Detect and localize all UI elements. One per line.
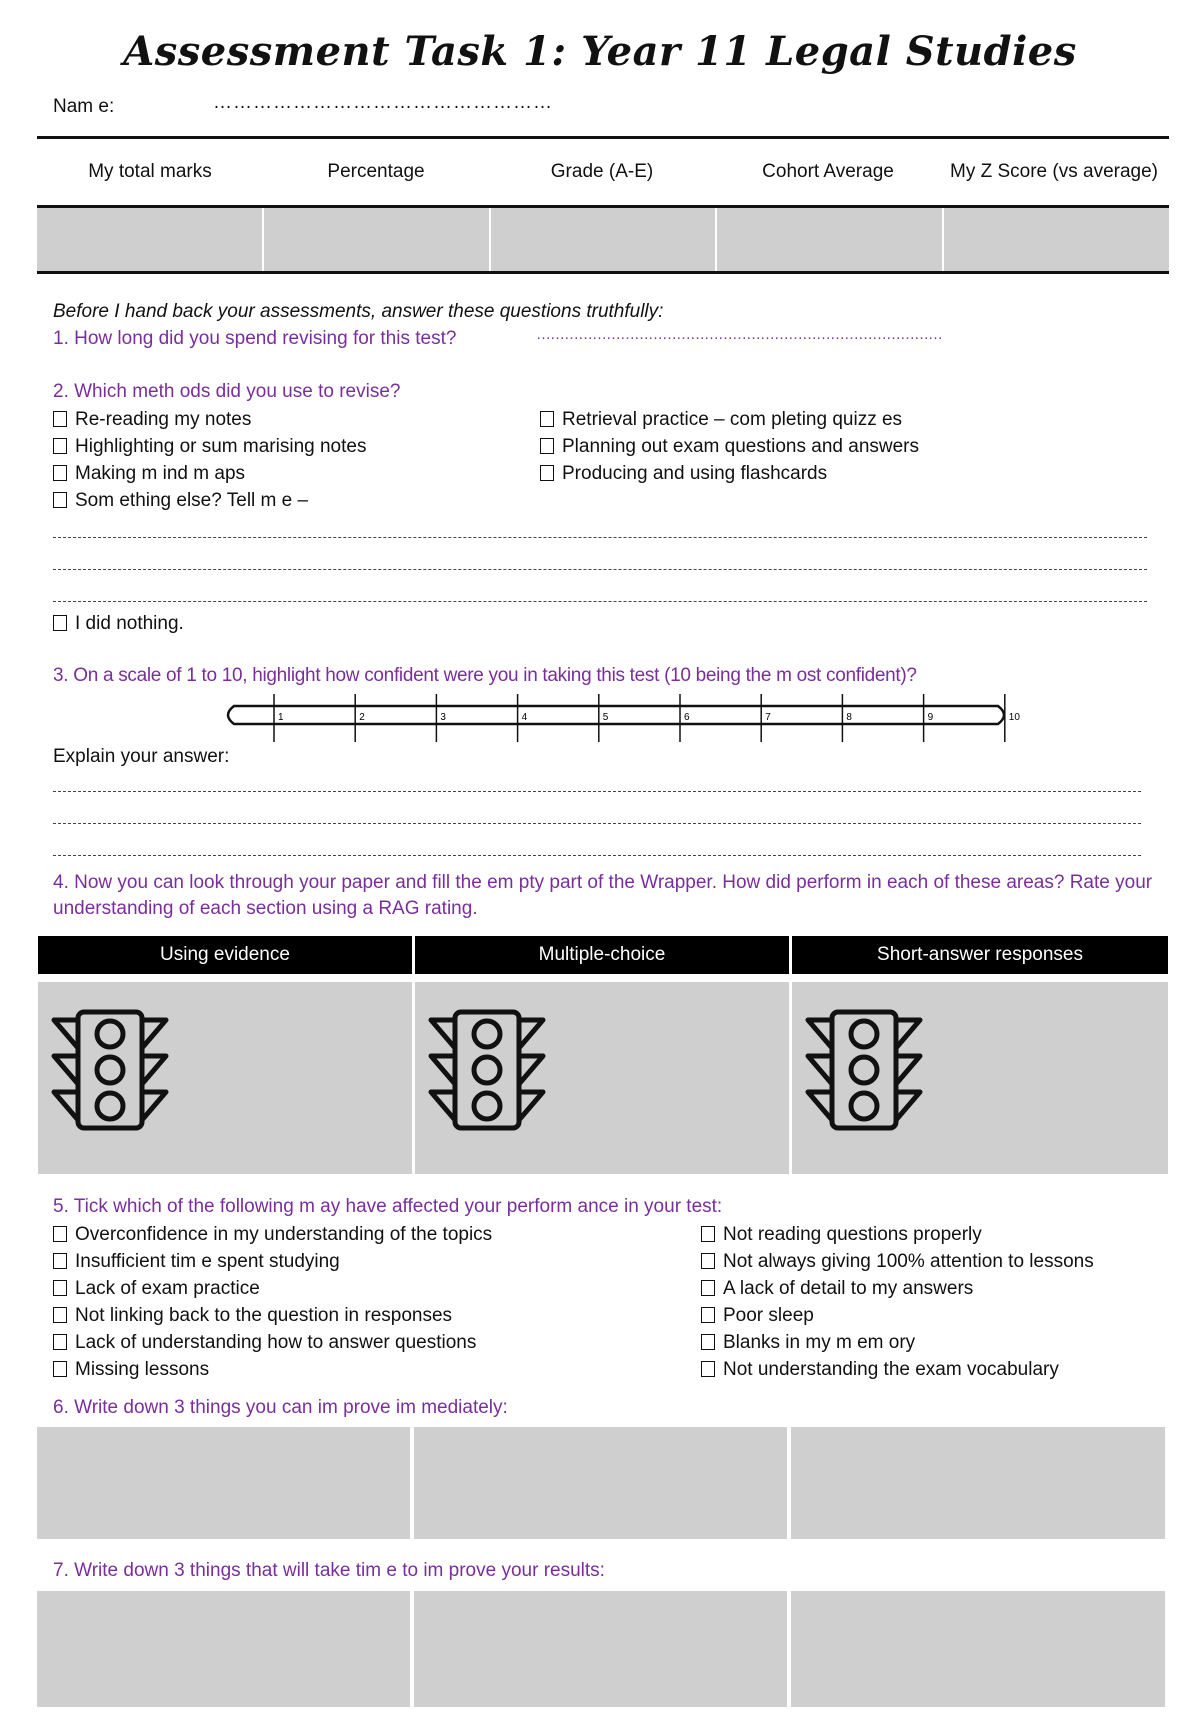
scale-label[interactable]: 4 bbox=[521, 712, 528, 723]
q2-answer-line[interactable] bbox=[53, 569, 1147, 570]
q2-answer-line[interactable] bbox=[53, 537, 1147, 538]
q1-answer-field[interactable]: …………………………………………………………………………… bbox=[536, 326, 942, 343]
q5-option[interactable]: Insufficient tim e spent studying bbox=[53, 1248, 492, 1275]
traffic-light-icon[interactable] bbox=[427, 1010, 547, 1130]
cell-total-marks[interactable] bbox=[37, 208, 264, 272]
checkbox-icon[interactable] bbox=[53, 1307, 67, 1323]
q2-option[interactable]: Producing and using flashcards bbox=[540, 460, 919, 487]
intro-text: Before I hand back your assessments, answer these questions truthfully: bbox=[53, 301, 664, 322]
checkbox-icon[interactable] bbox=[540, 465, 554, 481]
checkbox-icon[interactable] bbox=[53, 1226, 67, 1242]
q5-option[interactable]: Not reading questions properly bbox=[701, 1221, 1094, 1248]
checkbox-icon[interactable] bbox=[53, 465, 67, 481]
q5-option[interactable]: Lack of understanding how to answer questions bbox=[53, 1329, 492, 1356]
q3-answer-line[interactable] bbox=[53, 791, 1141, 792]
q7-answer-box[interactable] bbox=[37, 1591, 410, 1707]
confidence-scale[interactable] bbox=[218, 692, 1018, 744]
checkbox-icon[interactable] bbox=[701, 1253, 715, 1269]
q7-answer-box[interactable] bbox=[791, 1591, 1165, 1707]
checkbox-icon[interactable] bbox=[540, 438, 554, 454]
checkbox-icon[interactable] bbox=[53, 1334, 67, 1350]
q7-answer-box[interactable] bbox=[414, 1591, 787, 1707]
question-3: 3. On a scale of 1 to 10, highlight how confident were you in taking this test (10 being the m ost confident)? bbox=[53, 665, 917, 686]
header-percentage: Percentage bbox=[327, 161, 425, 182]
question-1: 1. How long did you spend revising for this test? bbox=[53, 328, 457, 349]
q5-option[interactable]: Overconfidence in my understanding of the topics bbox=[53, 1221, 492, 1248]
question-2: 2. Which meth ods did you use to revise? bbox=[53, 381, 401, 402]
name-label: Nam e: bbox=[53, 96, 115, 117]
rag-header-short-answer: Short-answer responses bbox=[792, 936, 1168, 974]
q5-option[interactable]: Lack of exam practice bbox=[53, 1275, 492, 1302]
header-cohort-average: Cohort Average bbox=[762, 161, 894, 182]
q2-left-options bbox=[53, 406, 366, 514]
q6-answer-box[interactable] bbox=[414, 1427, 787, 1539]
score-table-header bbox=[37, 137, 1169, 207]
checkbox-icon[interactable] bbox=[701, 1334, 715, 1350]
question-5: 5. Tick which of the following m ay have affected your perform ance in your test: bbox=[53, 1196, 723, 1217]
q6-answer-box[interactable] bbox=[37, 1427, 410, 1539]
q5-option[interactable]: Not linking back to the question in responses bbox=[53, 1302, 492, 1329]
scale-label[interactable]: 10 bbox=[1008, 712, 1020, 723]
rag-cell-short-answer[interactable] bbox=[792, 982, 1168, 1174]
q2-answer-line[interactable] bbox=[53, 601, 1147, 602]
q2-option-nothing[interactable]: I did nothing. bbox=[53, 610, 184, 637]
checkbox-icon[interactable] bbox=[701, 1280, 715, 1296]
header-grade: Grade (A-E) bbox=[550, 161, 654, 182]
name-field[interactable]: …………………………………………… bbox=[213, 92, 553, 113]
question-6: 6. Write down 3 things you can im prove im mediately: bbox=[53, 1397, 508, 1418]
traffic-light-icon[interactable] bbox=[50, 1010, 170, 1130]
scale-label[interactable]: 3 bbox=[440, 712, 446, 723]
scale-label[interactable]: 1 bbox=[278, 712, 284, 723]
scale-label[interactable]: 5 bbox=[602, 712, 609, 723]
cell-grade[interactable] bbox=[491, 208, 718, 272]
q2-right-options bbox=[540, 406, 919, 487]
q3-answer-line[interactable] bbox=[53, 855, 1141, 856]
rag-header-using-evidence: Using evidence bbox=[38, 936, 412, 974]
checkbox-icon[interactable] bbox=[53, 615, 67, 631]
checkbox-icon[interactable] bbox=[53, 411, 67, 427]
checkbox-icon[interactable] bbox=[53, 1253, 67, 1269]
scale-label[interactable]: 2 bbox=[359, 712, 365, 723]
q3-answer-line[interactable] bbox=[53, 823, 1141, 824]
checkbox-icon[interactable] bbox=[701, 1307, 715, 1323]
rag-cell-using-evidence[interactable] bbox=[38, 982, 412, 1174]
q2-option[interactable]: Highlighting or sum marising notes bbox=[53, 433, 366, 460]
scale-label[interactable]: 8 bbox=[846, 712, 852, 723]
q5-option[interactable]: A lack of detail to my answers bbox=[701, 1275, 1094, 1302]
checkbox-icon[interactable] bbox=[701, 1226, 715, 1242]
checkbox-icon[interactable] bbox=[53, 492, 67, 508]
header-total-marks: My total marks bbox=[88, 161, 212, 182]
q5-option[interactable]: Missing lessons bbox=[53, 1356, 492, 1383]
checkbox-icon[interactable] bbox=[53, 1280, 67, 1296]
q2-option[interactable]: Som ething else? Tell m e – bbox=[53, 487, 366, 514]
question-4: 4. Now you can look through your paper and fill the em pty part of the Wrapper. How did perform in each of these areas? Rate your understanding of each section using a RAG rating. bbox=[53, 872, 1153, 919]
q2-option[interactable]: Re-reading my notes bbox=[53, 406, 366, 433]
q5-option[interactable]: Not always giving 100% attention to lessons bbox=[701, 1248, 1094, 1275]
q2-option[interactable]: Retrieval practice – com pleting quizz es bbox=[540, 406, 919, 433]
scale-bar bbox=[228, 706, 1004, 724]
checkbox-icon[interactable] bbox=[53, 438, 67, 454]
q5-option[interactable]: Blanks in my m em ory bbox=[701, 1329, 1094, 1356]
scale-label[interactable]: 7 bbox=[765, 712, 771, 723]
cell-percentage[interactable] bbox=[264, 208, 491, 272]
question-7: 7. Write down 3 things that will take tim e to im prove your results: bbox=[53, 1560, 605, 1581]
cell-cohort-average[interactable] bbox=[717, 208, 944, 272]
q6-answer-box[interactable] bbox=[791, 1427, 1165, 1539]
scale-label[interactable]: 9 bbox=[927, 712, 934, 723]
header-z-score: My Z Score (vs average) bbox=[950, 161, 1158, 182]
score-table-row bbox=[37, 208, 1169, 272]
cell-z-score[interactable] bbox=[944, 208, 1169, 272]
q5-option[interactable]: Not understanding the exam vocabulary bbox=[701, 1356, 1094, 1383]
traffic-light-icon[interactable] bbox=[804, 1010, 924, 1130]
page-title: Assessment Task 1: Year 11 Legal Studies bbox=[123, 28, 1077, 75]
q5-right-options bbox=[701, 1221, 1094, 1383]
explain-label: Explain your answer: bbox=[53, 746, 230, 767]
rag-cell-multiple-choice[interactable] bbox=[415, 982, 789, 1174]
q2-option[interactable]: Making m ind m aps bbox=[53, 460, 366, 487]
q5-left-options bbox=[53, 1221, 492, 1383]
checkbox-icon[interactable] bbox=[53, 1361, 67, 1377]
table-bottom-rule bbox=[37, 271, 1169, 274]
checkbox-icon[interactable] bbox=[540, 411, 554, 427]
checkbox-icon[interactable] bbox=[701, 1361, 715, 1377]
rag-header-multiple-choice: Multiple-choice bbox=[415, 936, 789, 974]
scale-label[interactable]: 6 bbox=[684, 712, 690, 723]
q5-option[interactable]: Poor sleep bbox=[701, 1302, 1094, 1329]
q2-option[interactable]: Planning out exam questions and answers bbox=[540, 433, 919, 460]
